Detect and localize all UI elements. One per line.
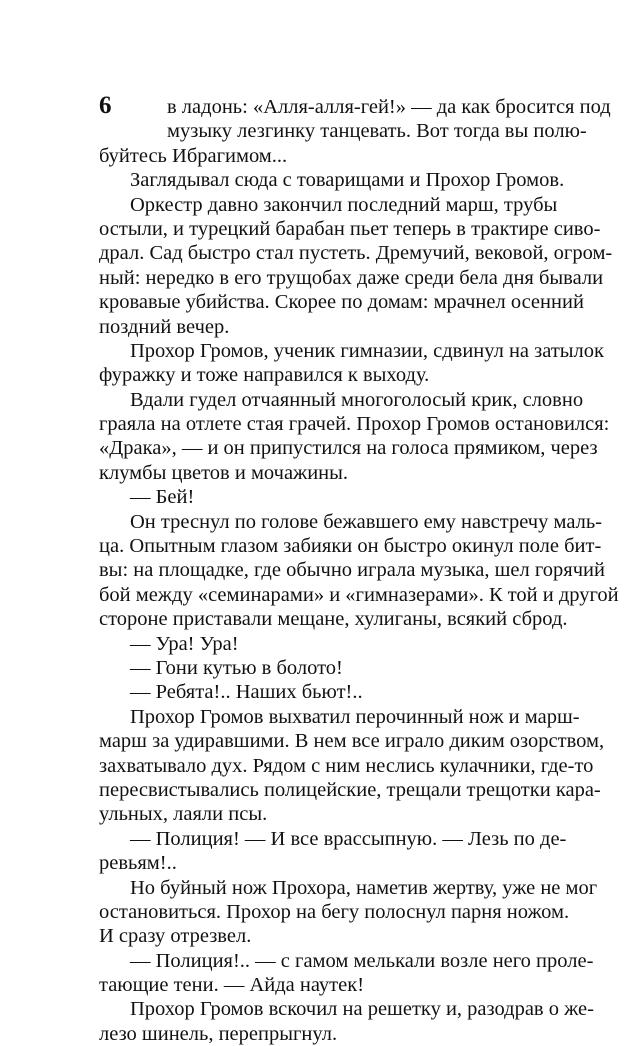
body-text [99,95,619,1046]
text-line: Оркестр давно закончил последний марш, трубы [130,193,558,216]
text-line: вы: на площадке, где обычно играла музыка, шел горячий [99,559,605,582]
text-line: драл. Сад быстро стал пустеть. Дремучий, вековой, огром- [99,242,613,265]
text-line: Заглядывал сюда с товарищами и Прохор Громов. [130,169,565,192]
text-line: — Ура! Ура! [130,632,239,655]
text-line: — Полиция! — И все врассыпную. — Лезь по де- [130,827,567,850]
text-line: остановиться. Прохор на бегу полоснул парня ножом. [99,900,570,923]
text-line: граяла на отлете стая грачей. Прохор Громов остановился: [99,413,610,436]
text-line: клумбы цветов и мочажины. [99,461,349,484]
text-line: Он треснул по голове бежавшего ему навстречу маль- [130,510,603,533]
text-line: кровавые убийства. Скорее по домам: мрачнел осенний [99,291,584,314]
text-line: захватывало дух. Рядом с ним неслись кулачники, где-то [99,754,594,777]
text-line: остыли, и турецкий барабан пьет теперь в трактире сиво- [99,217,601,240]
text-line: пересвистывались полицейские, трещали трещотки кара- [99,778,601,801]
text-line: буйтесь Ибрагимом... [99,144,288,167]
text-line: Прохор Громов выхватил перочинный нож и марш- [130,705,580,728]
text-line: музыку лезгинку танцевать. Вот тогда вы полю- [167,120,587,143]
text-line: поздний вечер. [99,315,230,338]
text-line: бой между «семинарами» и «гимназерами». К той и другой [99,583,619,606]
text-line: — Бей! [130,486,195,509]
text-line: ульных, лаяли псы. [99,803,268,826]
text-line: ревьям!.. [99,852,177,875]
text-line: ца. Опытным глазом забияки он быстро окинул поле бит- [99,535,602,558]
text-line: марш за удиравшими. В нем все играло диким озорством, [99,730,605,753]
text-line: Но буйный нож Прохора, наметив жертву, уже не мог [130,876,598,899]
text-line: — Гони кутью в болото! [130,656,343,679]
text-line: стороне приставали мещане, хулиганы, всякий сброд. [99,608,568,631]
text-line: Вдали гудел отчаянный многоголосый крик, словно [130,388,584,411]
page-number: 6 [99,92,112,119]
text-line: Прохор Громов вскочил на решетку и, разодрав о же- [130,998,594,1021]
text-line: ный: нередко в его трущобах даже среди бела дня бывали [99,266,604,289]
text-line: фуражку и тоже направился к выходу. [99,364,430,387]
text-line: «Драка», — и он припустился на голоса прямиком, через [99,437,598,460]
text-line: в ладонь: «Алля-алля-гей!» — да как бросится под [167,96,611,118]
text-line: Прохор Громов, ученик гимназии, сдвинул на затылок [130,339,604,362]
text-line: — Ребята!.. Наших бьют!.. [130,681,363,704]
text-line: И сразу отрезвел. [99,925,252,948]
text-line: лезо шинель, перепрыгнул. [99,1022,338,1045]
text-line: — Полиция!.. — с гамом мелькали возле него проле- [130,949,594,972]
text-line: тающие тени. — Айда наутек! [99,974,365,997]
